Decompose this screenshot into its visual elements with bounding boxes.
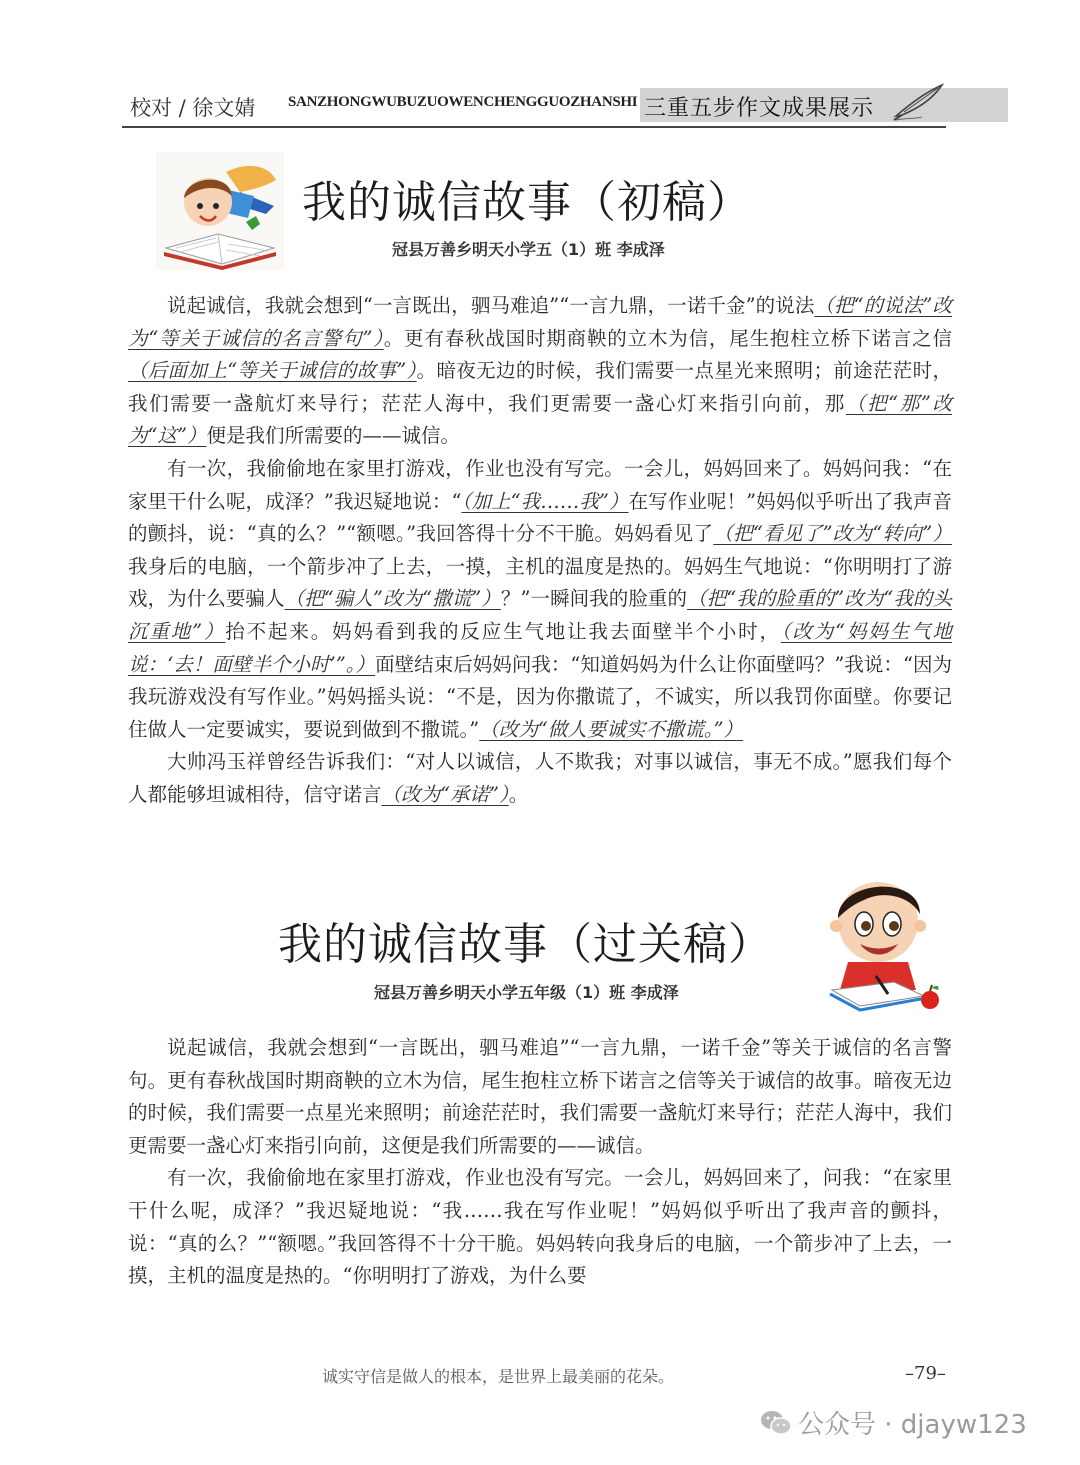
final-title: 我的诚信故事（过关稿） [278, 919, 773, 970]
revision-note: （加上“我……我”） [461, 489, 629, 513]
page-number: –79– [905, 1363, 946, 1384]
draft-paragraph-2 [128, 453, 952, 746]
watermark-label: 公众号 · djayw123 [798, 1410, 1027, 1440]
final-paragraph-1: 说起诚信，我就会想到“一言既出，驷马难追”“一言九鼎，一诺千金”等关于诚信的名言警句。更有春秋战国时期商鞅的立木为信，尾生抱柱立桥下诺言之信等关于诚信的故事。暗夜无边的时候，我们需要一点星光来照明；前途茫茫时，我们需要一盏航灯来导行；茫茫人海中，我们更需要一盏心灯来指引向前，这便是我们所需要的——诚信。 [128, 1036, 952, 1157]
footer-motto: 诚实守信是做人的根本，是世界上最美丽的花朵。 [322, 1367, 675, 1386]
revision-note: （改为“做人要诚实不撒谎。”） [479, 717, 743, 741]
text-run: 说起诚信，我就会想到“一言既出，驷马难追”“一言九鼎，一诺千金”的说法 [167, 294, 815, 317]
final-byline: 冠县万善乡明天小学五年级（1）班 李成泽 [374, 983, 679, 1002]
proofreader: 校对 / 徐文婧 [130, 96, 256, 120]
boy-writing-illustration [824, 866, 944, 1016]
revision-note: （把“我的脸重的”改为“我的头沉重地”） [128, 587, 952, 643]
draft-paragraph-3 [128, 746, 952, 811]
column-title-box [640, 88, 1008, 122]
wechat-watermark [760, 1404, 1027, 1441]
final-paragraph-2: 有一次，我偷偷地在家里打游戏，作业也没有写完。一会儿，妈妈回来了，问我：“在家里干什么呢，成泽？”我迟疑地说：“我……我在写作业呢！”妈妈似乎听出了我声音的颤抖，说：“真的么？”“额嗯。”我回答得不十分干脆。妈妈转向我身后的电脑，一个箭步冲了上去，一摸，主机的温度是热的。“你明明打了游戏，为什么要 [128, 1166, 952, 1288]
wechat-icon [760, 1409, 792, 1437]
revision-note: （改为“妈妈生气地说：‘去！面壁半个小时’”。） [128, 619, 952, 676]
text-run: 面壁结束后妈妈问我：“知道妈妈为什么让你面壁吗？”我说：“因为我玩游戏没有写作业。”妈妈摇头说：“不是，因为你撒谎了，不诚实，所以我罚你面壁。你要记住做人一定要诚实，要说到做到不撒谎。” [128, 652, 952, 741]
text-run: 抬不起来。妈妈看到我的反应生气地让我去面壁半个小时， [225, 619, 781, 643]
draft-body [128, 290, 952, 812]
text-run: 。 [508, 782, 529, 806]
revision-note: （把“看见了”改为“转向”） [713, 522, 952, 546]
column-title: 三重五步作文成果展示 [644, 96, 875, 121]
final-body [128, 1032, 952, 1293]
revision-note: （后面加上“等关于诚信的故事”） [128, 359, 417, 383]
page-header [126, 82, 946, 124]
revision-note: （把“的说法”改为“等关于诚信的名言警句”） [128, 294, 952, 350]
revision-note: （改为“承诺”） [381, 782, 509, 806]
text-run: 。暗夜无边的时候，我们需要一点星光来照明；前途茫茫时，我们需要一盏航灯来导行；茫茫人海中，我们更需要一盏心灯来指引向前，那 [128, 359, 952, 415]
draft-byline: 冠县万善乡明天小学五（1）班 李成泽 [392, 240, 665, 259]
text-run: 。更有春秋战国时期商鞅的立木为信，尾生抱柱立桥下诺言之信 [383, 326, 952, 350]
text-run: ？”一瞬间我的脸重的 [500, 587, 688, 611]
boy-reading-illustration [156, 152, 284, 270]
draft-paragraph-1 [128, 290, 952, 453]
draft-title: 我的诚信故事（初稿） [302, 177, 752, 228]
header-rule [122, 126, 946, 128]
text-run: 我身后的电脑，一个箭步冲了上去，一摸，主机的温度是热的。妈妈生气地说：“你明明打了游戏，为什么要骗人 [128, 554, 952, 611]
text-run: 在写作业呢！”妈妈似乎听出了我声音的颤抖，说：“真的么？”“额嗯。”我回答得十分不干脆。妈妈看见了 [128, 489, 952, 546]
revision-note: （把“骗人”改为“撒谎”） [284, 587, 501, 611]
text-run: 有一次，我偷偷地在家里打游戏，作业也没有写完。一会儿，妈妈回来了。妈妈问我：“在家里干什么呢，成泽？”我迟疑地说：“ [128, 456, 952, 513]
pinyin-column-title: SANZHONGWUBUZUOWENCHENGGUOZHANSHI [288, 94, 638, 110]
text-run: 大帅冯玉祥曾经告诉我们：“对人以诚信，人不欺我；对事以诚信，事无不成。”愿我们每个人都能够坦诚相待，信守诺言 [128, 750, 952, 806]
text-run: 便是我们所需要的——诚信。 [206, 424, 460, 448]
quill-pen-icon [892, 82, 946, 122]
revision-note: （把“那”改为“这”） [128, 391, 952, 448]
